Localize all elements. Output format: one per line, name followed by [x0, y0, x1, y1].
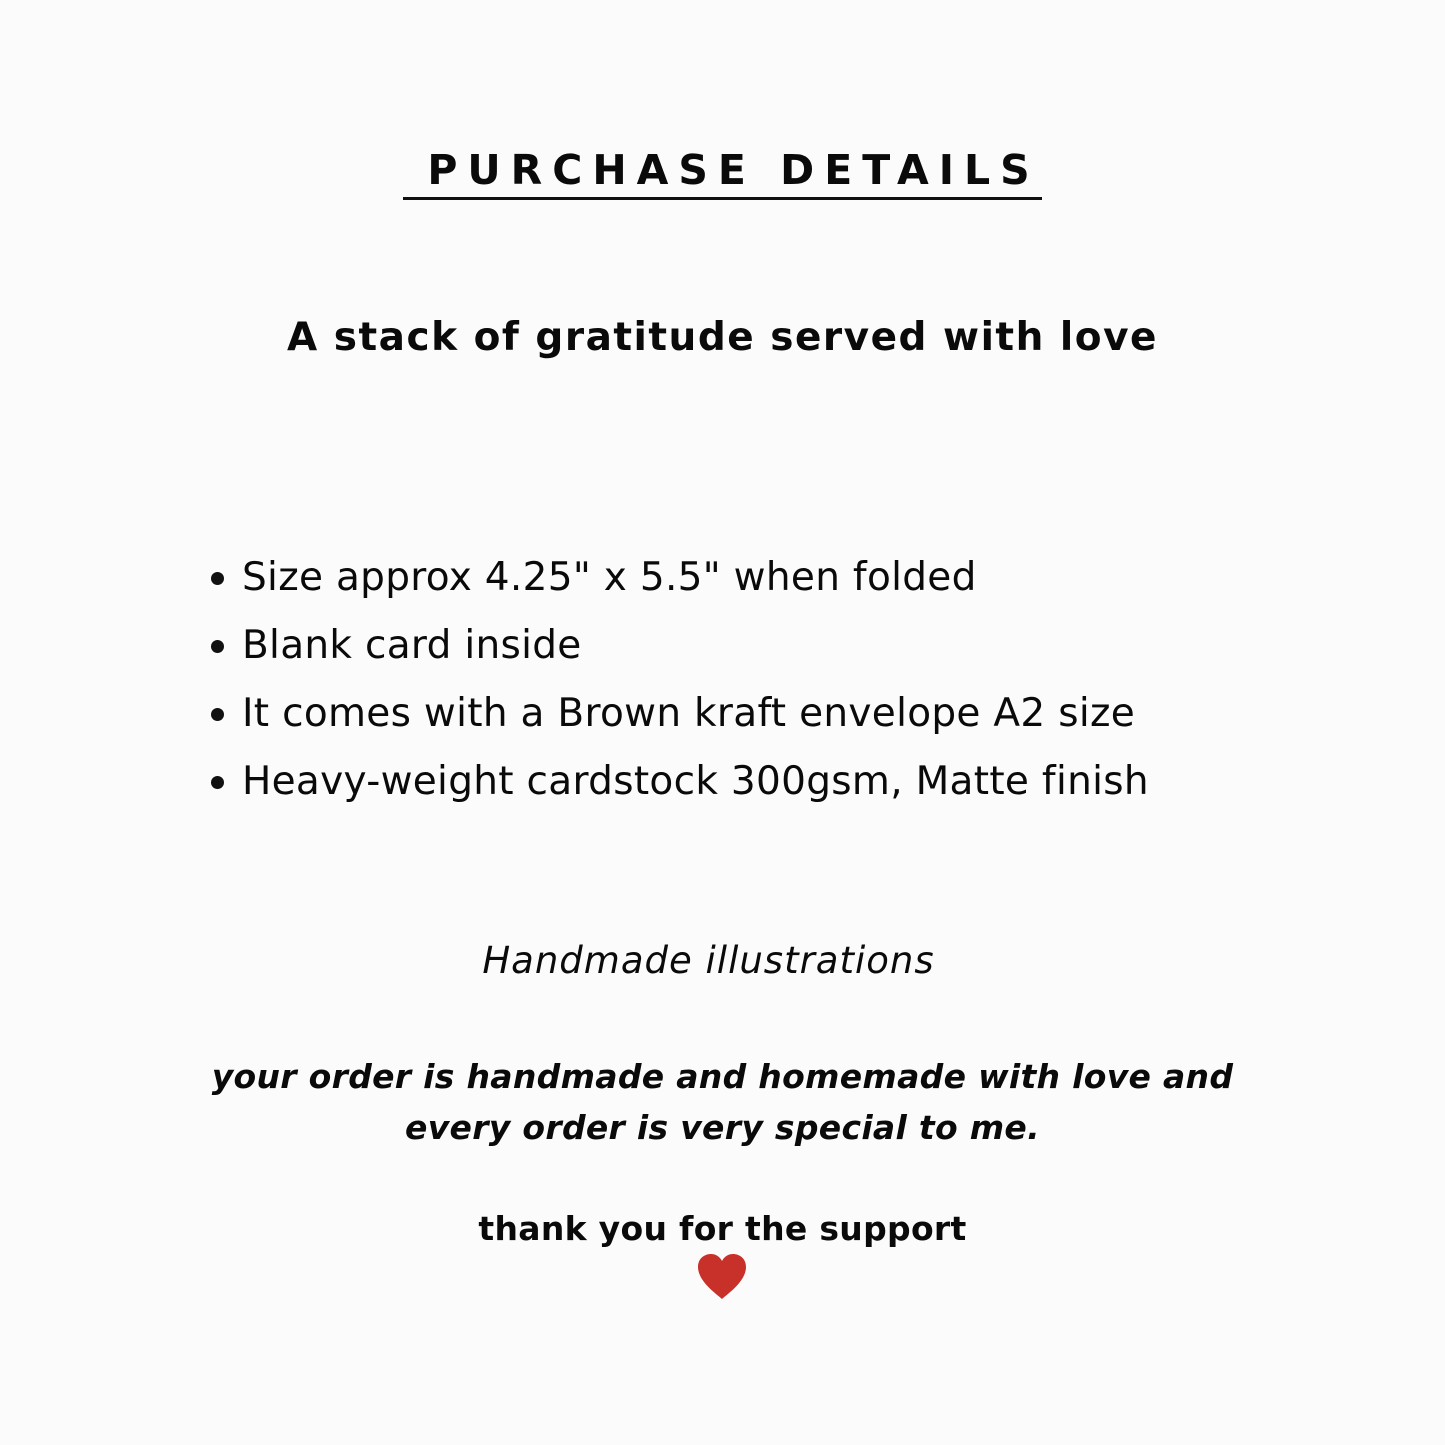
bullet-icon — [211, 572, 224, 585]
heart-icon — [696, 1252, 748, 1302]
page-title — [0, 146, 1445, 200]
feature-text: Heavy-weight cardstock 300gsm, Matte finish — [242, 759, 1149, 804]
bullet-icon — [211, 708, 224, 721]
thanks-message: thank you for the support — [478, 1209, 967, 1248]
order-note — [0, 1051, 1445, 1153]
order-note-line-2: every order is very special to me. — [405, 1108, 1040, 1147]
bullet-icon — [211, 776, 224, 789]
feature-item-blank — [206, 612, 1149, 680]
handmade-label — [0, 936, 1445, 986]
feature-item-size — [206, 544, 1149, 612]
feature-list — [206, 544, 1149, 816]
bullet-icon — [211, 640, 224, 653]
feature-text: It comes with a Brown kraft envelope A2 size — [242, 691, 1136, 736]
page-title-text: PURCHASE DETAILS — [403, 146, 1041, 200]
feature-text: Size approx 4.25" x 5.5" when folded — [242, 555, 977, 600]
order-note-line-1: your order is handmade and homemade with love and — [211, 1057, 1234, 1096]
subtitle: A stack of gratitude served with love — [287, 315, 1158, 360]
feature-text: Blank card inside — [242, 623, 582, 668]
handmade-label-text: Handmade illustrations — [482, 939, 935, 982]
feature-item-envelope — [206, 680, 1149, 748]
feature-item-cardstock — [206, 748, 1149, 816]
